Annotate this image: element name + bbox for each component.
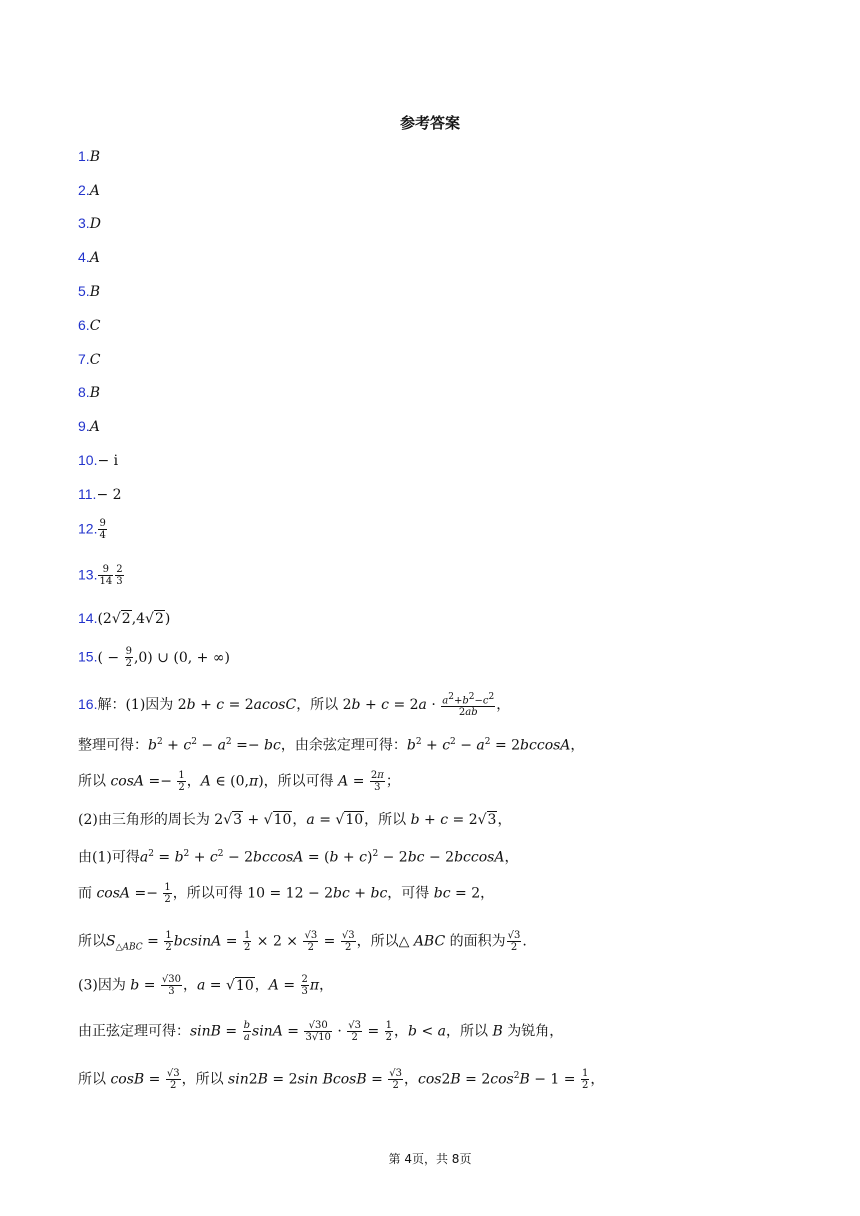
answer-text: A [89, 419, 100, 435]
answer-item [78, 315, 100, 336]
solution-line: 由(1)可得$a^2 = b^2 + c^2 - 2bccosA = (b + c)^2 - 2bc - 2bccosA$， [78, 849, 519, 866]
answer-number: 9. [78, 418, 90, 434]
page-title: 参考答案 [399, 114, 460, 132]
answer-number: 5. [78, 283, 90, 299]
answer-item [78, 247, 100, 268]
answer-text: A [89, 250, 100, 266]
answer-number: 6. [78, 317, 90, 333]
answer-item [78, 382, 100, 403]
answer-number: 2. [78, 182, 90, 198]
answer-item [78, 608, 170, 629]
answer-text: B [89, 385, 100, 401]
answer-number: 3. [78, 215, 90, 231]
page-footer: 第 4页，共 8页 [388, 1152, 472, 1166]
answer-fraction: $\frac{9}{14}$ [99, 564, 113, 587]
answer-text: − 2 [96, 487, 122, 503]
solution-line: (2)由三角形的周长为 2√3 + √10，a = √10，所以 b + c = 2√3， [78, 812, 512, 828]
answer-item [78, 281, 100, 302]
answer-number: 14. [78, 610, 98, 626]
answer-text: A [89, 183, 100, 199]
answer-number: 15. [78, 648, 98, 665]
solution-line: 整理可得：$b^2 + c^2 - a^2$ =− bc，由余弦定理可得：$b^2 + c^2 - a^2 = 2bccosA$， [78, 737, 585, 754]
answer-item [78, 564, 125, 587]
answer-fraction: $\frac{2}{3}$ [116, 564, 123, 587]
answer-item [78, 180, 100, 201]
answer-item [78, 450, 118, 471]
solution-line: 所以 cosA =− $\frac{1}{2}$ ，A ∈ (0,π)，所以可得 A = $\frac{2\pi}{3}$ ； [78, 770, 400, 793]
answer-fraction: $\frac{9}{4}$ [99, 518, 106, 541]
answer-number: 8. [78, 384, 90, 400]
solution-line: 所以 cosB = $\frac{√3}{2}$ ，所以 sin2B = 2sin BcosB = $\frac{√3}{2}$ ，$\cos 2B = 2\cos^2B - 1$ = $\frac{1}{2}$ ， [78, 1068, 605, 1092]
answer-text: − i [97, 453, 119, 469]
answer-item [78, 416, 100, 437]
answer-item [78, 349, 100, 370]
answer-text: (2√2,4√2) [97, 611, 171, 627]
answer-number: 13. [78, 566, 98, 583]
answer-text: C [89, 352, 101, 368]
answer-text: B [89, 284, 100, 300]
answer-item [78, 213, 101, 234]
answer-number: 4. [78, 249, 90, 265]
answer-item [78, 484, 122, 505]
answer-text: C [89, 318, 101, 334]
solution-line: 而 cosA =− $\frac{1}{2}$ ，所以可得 10 = 12 − 2bc + bc，可得 bc = 2， [78, 882, 495, 905]
answer-number: 12. [78, 520, 98, 537]
solution-line: 16.解：(1)因为 2b + c = 2acosC，所以 2b + c = 2a · $\frac{a2+b2-c2}{2ab}$ ， [78, 692, 511, 719]
answer-number: 11. [78, 486, 97, 502]
answer-item [78, 518, 108, 541]
solution-line: 由正弦定理可得：sinB = $\frac{b}{a}$ sinA = $\frac{√30}{3√10}$ · $\frac{√3}{2}$ = $\frac{1}{2}$ ，b < a，所以 B 为锐角， [78, 1020, 564, 1043]
answer-number: 1. [78, 148, 90, 164]
answer-item [78, 146, 100, 167]
answer-text: ( − $\frac{9}{2}$ ,0) ∪ (0, + ∞) [97, 646, 230, 669]
answer-text: B [89, 149, 100, 165]
answer-text: D [89, 216, 101, 232]
answer-number: 10. [78, 452, 98, 468]
solution-line: 所以$S_{\triangle ABC}$ = $\frac{1}{2}$ bcsinA = $\frac{1}{2}$ × 2 × $\frac{√3}{2}$ = $\frac{√3}{2}$ ，所以△ ABC 的面积为 $\frac{√3}{2}$ . [78, 930, 527, 953]
answer-item [78, 646, 230, 669]
solution-number: 16. [78, 696, 98, 713]
solution-line: (3)因为 b = $\frac{√30}{3}$ ，a = √10，A = $\frac{2}{3}$ π， [78, 974, 334, 997]
answer-number: 7. [78, 351, 90, 367]
